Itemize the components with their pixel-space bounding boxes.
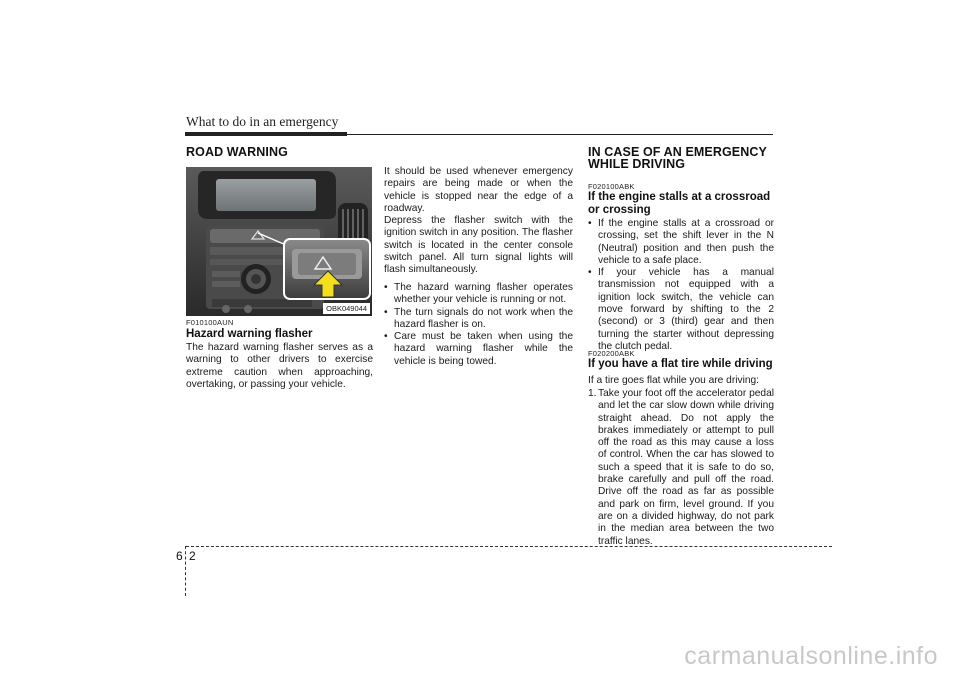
watermark: carmanualsonline.info [684, 642, 938, 670]
section-heading-emergency-line2: WHILE DRIVING [588, 157, 686, 171]
engine-stall-bullet-list [588, 218, 774, 353]
list-item: • If the engine stalls at a crossroad or crossing, set the shift lever in the N (Neutral) position and then push the vehicle to a safe place. [588, 218, 774, 267]
doc-code: F020200ABK [588, 349, 635, 358]
section-heading-road-warning: ROAD WARNING [186, 145, 288, 159]
flat-tire-steps [588, 388, 774, 548]
subheading-flat-tire: If you have a flat tire while driving [588, 358, 773, 370]
footer-vertical-rule [185, 546, 186, 596]
chapter-title: What to do in an emergency [186, 114, 339, 129]
title-underline [185, 134, 773, 135]
figure-code: OBK049044 [323, 303, 370, 314]
list-item: • If your vehicle has a manual transmission not equipped with a ignition lock switch, the vehicle can move forward by shifting to the 2 (second) or 3 (third) gear and then turning the starter without depressing the clutch pedal. [588, 267, 774, 353]
doc-code: F010100AUN [186, 318, 234, 327]
step-text: Take your foot off the accelerator pedal and let the car slow down while driving straight ahead. Do not apply the brakes immediately or attempt to pull off the road as this may cause a loss of control. When the car has slowed to such a speed that it is safe to do so, brake carefully and pull off the road. Drive off the road as far as possible and park on firm, level ground. If you are on a divided highway, do not park in the median area between the two traffic lanes. [598, 388, 774, 547]
list-item: • The turn signals do not work when the hazard flasher is on. [384, 307, 573, 332]
subheading-line: If the engine stalls at a crossroad [588, 191, 771, 203]
dashboard-illustration [186, 167, 372, 316]
section-heading-emergency-line1: IN CASE OF AN EMERGENCY [588, 145, 767, 159]
emergency-heading-block [588, 146, 767, 170]
middle-paragraph-2: Depress the flasher switch with the ignition switch in any position. The flasher switch is located in the center console switch panel. All turn signal lights will flash simultaneously. [384, 215, 573, 276]
chapter-number: 6 [176, 549, 183, 563]
doc-code: F020100ABK [588, 182, 635, 191]
subheading-hazard-warning-flasher: Hazard warning flasher [186, 328, 313, 340]
list-item: • Care must be taken when using the hazard warning flasher while the vehicle is being towed. [384, 331, 573, 368]
step-number: 1. [588, 388, 597, 399]
middle-paragraph-1: It should be used whenever emergency repairs are being made or when the vehicle is stopped near the edge of a roadway. [384, 166, 573, 214]
list-item: • The hazard warning flasher operates whether your vehicle is running or not. [384, 282, 573, 307]
list-item [588, 388, 774, 548]
middle-bullet-list [384, 282, 573, 368]
subheading-line: or crossing [588, 204, 651, 216]
road-warning-heading-block [186, 146, 288, 158]
hazard-intro-paragraph: The hazard warning flasher serves as a warning to other drivers to exercise extreme caution when approaching, overtaking, or passing your vehicle. [186, 342, 373, 390]
footer-rule [186, 546, 832, 547]
flat-tire-intro: If a tire goes flat while you are driving: [588, 375, 760, 386]
hazard-switch-photo [186, 167, 372, 316]
subheading-engine-stalls [588, 191, 770, 217]
page-number: 2 [189, 549, 196, 563]
